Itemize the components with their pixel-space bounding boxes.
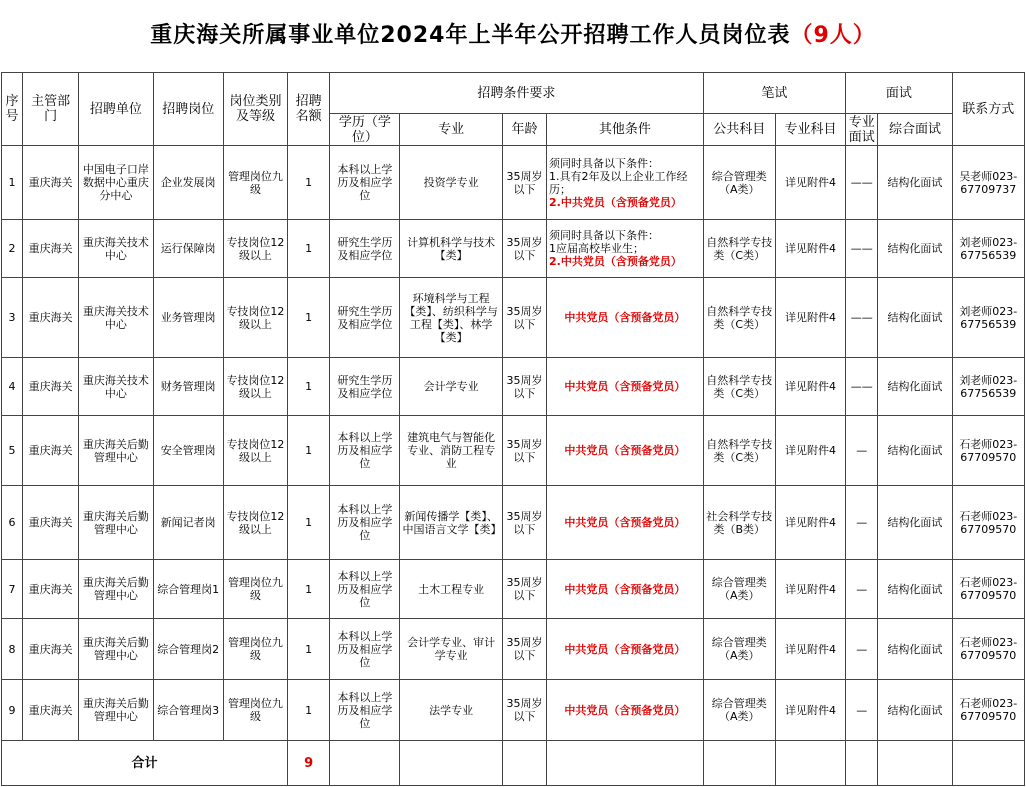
row-category: 管理岗位九级: [223, 619, 287, 680]
row-major: 会计学专业: [400, 358, 502, 416]
table-row: [2, 619, 1025, 680]
party-member-requirement: 中共党员（含预备党员）: [564, 582, 686, 596]
row-major-subject: 详见附件4: [775, 278, 845, 358]
row-quota: 1: [288, 416, 330, 486]
table-row: [2, 358, 1025, 416]
row-major-interview: ——: [846, 278, 878, 358]
row-other-conditions: [547, 619, 704, 680]
party-member-requirement: 中共党员（含预备党员）: [564, 703, 686, 717]
row-public-subject: 自然科学专技类（C类）: [703, 278, 775, 358]
row-dept: 重庆海关: [23, 278, 79, 358]
row-age: 35周岁以下: [502, 416, 546, 486]
row-category: 专技岗位12级以上: [223, 486, 287, 560]
row-age: 35周岁以下: [502, 486, 546, 560]
other-line: 1.具有2年及以上企业工作经历；: [549, 169, 688, 196]
row-major: 环境科学与工程【类】、纺织科学与工程【类】、林学【类】: [400, 278, 502, 358]
row-major-subject: 详见附件4: [775, 680, 845, 741]
row-unit: 重庆海关技术中心: [79, 358, 153, 416]
row-seq: 2: [2, 220, 23, 278]
total-empty-cell: [400, 741, 502, 786]
row-public-subject: 综合管理类（A类）: [703, 680, 775, 741]
row-post: 综合管理岗3: [153, 680, 223, 741]
header-unit: 招聘单位: [79, 73, 153, 146]
total-empty-cell: [330, 741, 400, 786]
row-general-interview: 结构化面试: [878, 220, 952, 278]
row-general-interview: 结构化面试: [878, 146, 952, 220]
row-age: 35周岁以下: [502, 220, 546, 278]
row-age: 35周岁以下: [502, 146, 546, 220]
row-other-conditions: [547, 416, 704, 486]
row-major-interview: ——: [846, 146, 878, 220]
party-member-requirement: 中共党员（含预备党员）: [564, 380, 686, 393]
header-age: 年龄: [502, 114, 546, 146]
row-other-conditions: [547, 220, 704, 278]
total-empty-cell: [547, 741, 704, 786]
row-age: 35周岁以下: [502, 680, 546, 741]
header-contact: 联系方式: [952, 73, 1024, 146]
row-category: 管理岗位九级: [223, 560, 287, 619]
party-member-requirement: 中共党员（含预备党员）: [564, 642, 686, 656]
row-unit: 重庆海关技术中心: [79, 278, 153, 358]
row-public-subject: 综合管理类（A类）: [703, 619, 775, 680]
title-count: （9人）: [790, 23, 876, 48]
row-age: 35周岁以下: [502, 358, 546, 416]
row-major-subject: 详见附件4: [775, 486, 845, 560]
header-interview: 面试: [846, 73, 952, 114]
row-seq: 6: [2, 486, 23, 560]
row-category: 专技岗位12级以上: [223, 358, 287, 416]
row-contact: 石老师023-67709570: [952, 680, 1024, 741]
header-dept: 主管部门: [23, 73, 79, 146]
row-post: 安全管理岗: [153, 416, 223, 486]
row-other-conditions: [547, 358, 704, 416]
row-contact: 刘老师023-67756539: [952, 358, 1024, 416]
row-public-subject: 综合管理类（A类）: [703, 560, 775, 619]
total-value: 9: [288, 741, 330, 786]
row-quota: 1: [288, 146, 330, 220]
row-education: 本科以上学历及相应学位: [330, 486, 400, 560]
row-post: 财务管理岗: [153, 358, 223, 416]
row-public-subject: 自然科学专技类（C类）: [703, 220, 775, 278]
row-major: 土木工程专业: [400, 560, 502, 619]
other-line: 1应届高校毕业生；: [549, 242, 645, 255]
row-seq: 7: [2, 560, 23, 619]
row-seq: 8: [2, 619, 23, 680]
row-post: 综合管理岗2: [153, 619, 223, 680]
row-quota: 1: [288, 680, 330, 741]
row-post: 业务管理岗: [153, 278, 223, 358]
row-general-interview: 结构化面试: [878, 278, 952, 358]
total-empty-cell: [952, 741, 1024, 786]
row-major-interview: ——: [846, 358, 878, 416]
row-age: 35周岁以下: [502, 619, 546, 680]
row-age: 35周岁以下: [502, 560, 546, 619]
table-row: [2, 278, 1025, 358]
row-dept: 重庆海关: [23, 416, 79, 486]
row-major-subject: 详见附件4: [775, 220, 845, 278]
row-category: 专技岗位12级以上: [223, 220, 287, 278]
row-education: 本科以上学历及相应学位: [330, 146, 400, 220]
row-seq: 3: [2, 278, 23, 358]
party-member-requirement: 中共党员（含预备党员）: [564, 311, 686, 324]
row-major: 新闻传播学【类】、中国语言文学【类】: [400, 486, 502, 560]
row-contact: 刘老师023-67756539: [952, 220, 1024, 278]
row-major: 建筑电气与智能化专业、消防工程专业: [400, 416, 502, 486]
total-label: 合计: [2, 741, 288, 786]
row-seq: 1: [2, 146, 23, 220]
row-major: 投资学专业: [400, 146, 502, 220]
row-major-subject: 详见附件4: [775, 358, 845, 416]
row-age: 35周岁以下: [502, 278, 546, 358]
table-row: [2, 560, 1025, 619]
row-public-subject: 自然科学专技类（C类）: [703, 358, 775, 416]
row-other-conditions: [547, 278, 704, 358]
row-seq: 9: [2, 680, 23, 741]
row-general-interview: 结构化面试: [878, 358, 952, 416]
row-contact: 吴老师023-67709737: [952, 146, 1024, 220]
row-category: 专技岗位12级以上: [223, 278, 287, 358]
party-member-requirement: 中共党员（含预备党员）: [564, 516, 686, 529]
total-empty-cell: [878, 741, 952, 786]
row-major-subject: 详见附件4: [775, 416, 845, 486]
table-row: [2, 486, 1025, 560]
header-major-subject: 专业科目: [775, 114, 845, 146]
row-dept: 重庆海关: [23, 680, 79, 741]
row-other-conditions: [547, 680, 704, 741]
row-education: 本科以上学历及相应学位: [330, 680, 400, 741]
header-quota: 招聘名额: [288, 73, 330, 146]
header-written: 笔试: [703, 73, 846, 114]
header-education: 学历（学位）: [330, 114, 400, 146]
row-dept: 重庆海关: [23, 146, 79, 220]
row-major: 计算机科学与技术【类】: [400, 220, 502, 278]
row-major: 法学专业: [400, 680, 502, 741]
row-quota: 1: [288, 560, 330, 619]
row-major-subject: 详见附件4: [775, 560, 845, 619]
row-other-conditions: [547, 486, 704, 560]
row-post: 综合管理岗1: [153, 560, 223, 619]
row-other-conditions: [547, 560, 704, 619]
row-education: 研究生学历及相应学位: [330, 220, 400, 278]
party-member-requirement: 2.中共党员（含预备党员）: [549, 255, 682, 268]
table-row: [2, 220, 1025, 278]
header-other: 其他条件: [547, 114, 704, 146]
row-general-interview: 结构化面试: [878, 619, 952, 680]
row-quota: 1: [288, 358, 330, 416]
row-unit: 重庆海关后勤管理中心: [79, 486, 153, 560]
row-education: 本科以上学历及相应学位: [330, 560, 400, 619]
row-post: 新闻记者岗: [153, 486, 223, 560]
header-public-subject: 公共科目: [703, 114, 775, 146]
row-major: 会计学专业、审计学专业: [400, 619, 502, 680]
row-public-subject: 综合管理类（A类）: [703, 146, 775, 220]
row-category: 管理岗位九级: [223, 680, 287, 741]
row-dept: 重庆海关: [23, 619, 79, 680]
header-general-interview: 综合面试: [878, 114, 952, 146]
row-quota: 1: [288, 619, 330, 680]
row-quota: 1: [288, 278, 330, 358]
row-contact: 石老师023-67709570: [952, 619, 1024, 680]
row-dept: 重庆海关: [23, 358, 79, 416]
row-education: 本科以上学历及相应学位: [330, 619, 400, 680]
row-major-interview: —: [846, 486, 878, 560]
row-post: 运行保障岗: [153, 220, 223, 278]
row-education: 研究生学历及相应学位: [330, 278, 400, 358]
table-row: [2, 680, 1025, 741]
row-quota: 1: [288, 220, 330, 278]
total-empty-cell: [846, 741, 878, 786]
row-contact: 石老师023-67709570: [952, 560, 1024, 619]
row-public-subject: 自然科学专技类（C类）: [703, 416, 775, 486]
row-education: 研究生学历及相应学位: [330, 358, 400, 416]
party-member-requirement: 2.中共党员（含预备党员）: [549, 195, 682, 209]
table-row: [2, 416, 1025, 486]
total-empty-cell: [775, 741, 845, 786]
row-unit: 重庆海关后勤管理中心: [79, 416, 153, 486]
other-intro: 须同时具备以下条件：: [549, 229, 660, 242]
row-unit: 重庆海关后勤管理中心: [79, 680, 153, 741]
header-major-interview: 专业面试: [846, 114, 878, 146]
row-general-interview: 结构化面试: [878, 486, 952, 560]
page-title: [0, 0, 1026, 72]
header-category: 岗位类别及等级: [223, 73, 287, 146]
row-unit: 重庆海关后勤管理中心: [79, 619, 153, 680]
row-major-interview: —: [846, 560, 878, 619]
header-seq: 序号: [2, 73, 23, 146]
row-general-interview: 结构化面试: [878, 416, 952, 486]
row-major-interview: ——: [846, 220, 878, 278]
row-category: 专技岗位12级以上: [223, 416, 287, 486]
header-post: 招聘岗位: [153, 73, 223, 146]
table-row: [2, 146, 1025, 220]
row-dept: 重庆海关: [23, 486, 79, 560]
row-education: 本科以上学历及相应学位: [330, 416, 400, 486]
row-contact: 刘老师023-67756539: [952, 278, 1024, 358]
other-intro: 须同时具备以下条件：: [549, 156, 660, 170]
party-member-requirement: 中共党员（含预备党员）: [564, 444, 686, 457]
row-category: 管理岗位九级: [223, 146, 287, 220]
row-unit: 中国电子口岸数据中心重庆分中心: [79, 146, 153, 220]
row-contact: 石老师023-67709570: [952, 416, 1024, 486]
row-quota: 1: [288, 486, 330, 560]
row-major-interview: —: [846, 416, 878, 486]
row-major-subject: 详见附件4: [775, 146, 845, 220]
row-contact: 石老师023-67709570: [952, 486, 1024, 560]
row-unit: 重庆海关后勤管理中心: [79, 560, 153, 619]
total-empty-cell: [502, 741, 546, 786]
row-general-interview: 结构化面试: [878, 560, 952, 619]
header-major: 专业: [400, 114, 502, 146]
row-general-interview: 结构化面试: [878, 680, 952, 741]
total-empty-cell: [703, 741, 775, 786]
row-dept: 重庆海关: [23, 220, 79, 278]
row-seq: 4: [2, 358, 23, 416]
row-unit: 重庆海关技术中心: [79, 220, 153, 278]
row-major-subject: 详见附件4: [775, 619, 845, 680]
header-conditions: 招聘条件要求: [330, 73, 703, 114]
title-main: 重庆海关所属事业单位2024年上半年公开招聘工作人员岗位表: [150, 23, 791, 48]
row-post: 企业发展岗: [153, 146, 223, 220]
recruitment-table: [1, 72, 1025, 786]
row-public-subject: 社会科学专技类（B类）: [703, 486, 775, 560]
row-other-conditions: [547, 146, 704, 220]
row-major-interview: —: [846, 619, 878, 680]
row-seq: 5: [2, 416, 23, 486]
row-major-interview: —: [846, 680, 878, 741]
row-dept: 重庆海关: [23, 560, 79, 619]
